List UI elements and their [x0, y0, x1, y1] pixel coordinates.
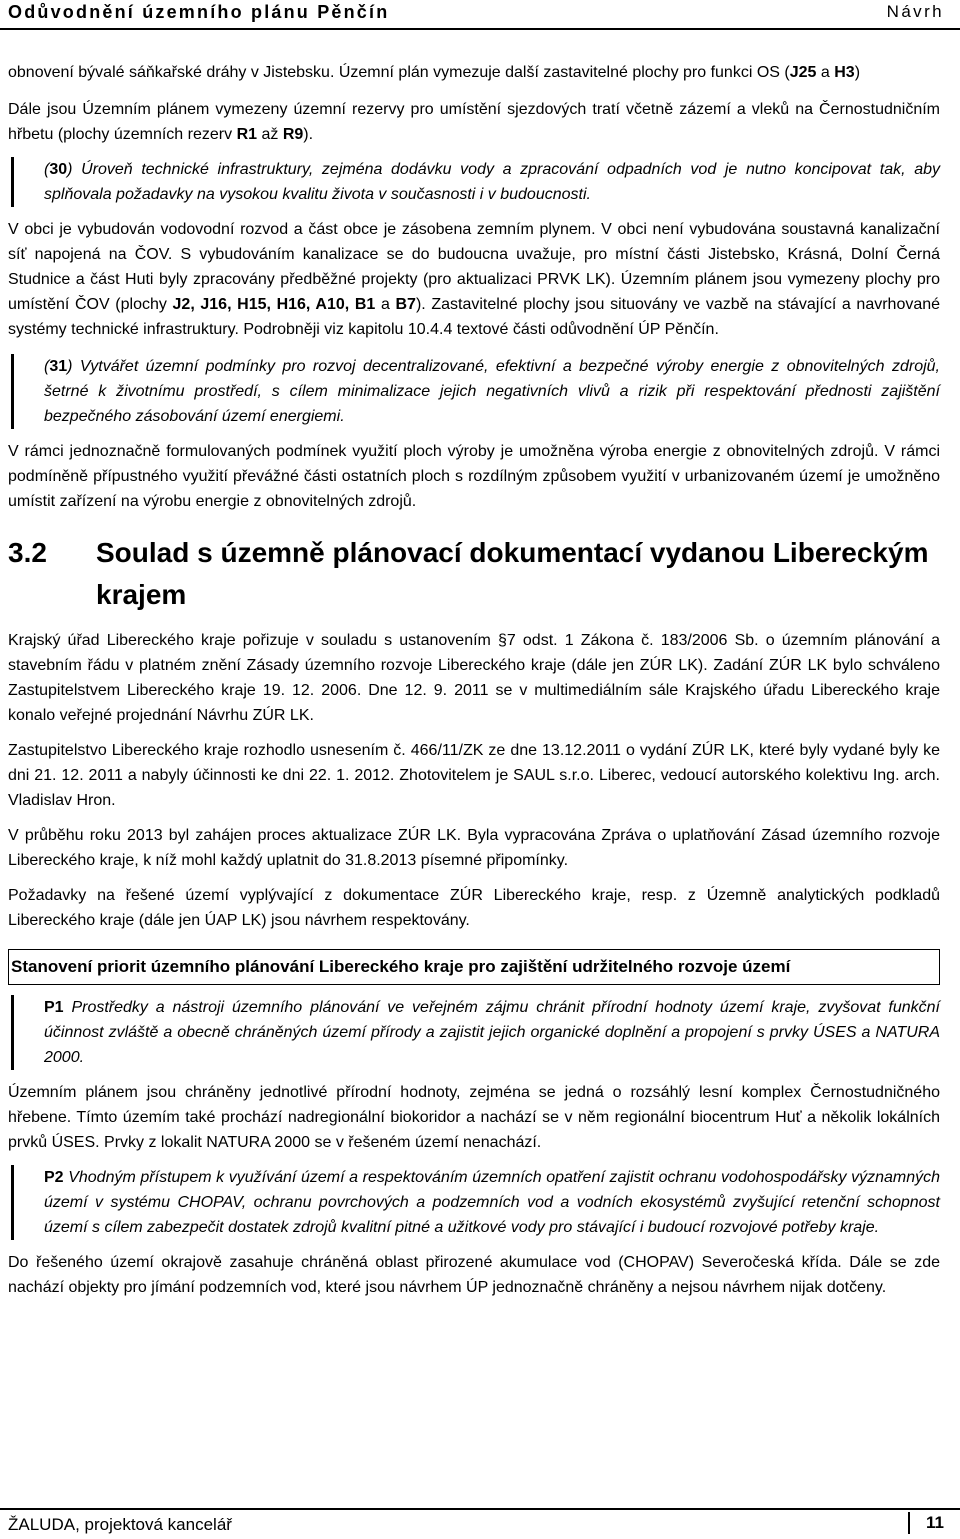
section-title: Soulad s územně plánovací dokumentací vydanou Libereckým krajem [96, 537, 929, 610]
priority-quote-30: (30) Úroveň technické infrastruktury, zejména dodávku vody a zpracování odpadních vod je nutno koncipovat tak, aby splňovala požadavky na vysokou kvalitu života v současnosti i v budoucnosti. [11, 157, 940, 207]
paragraph: obnovení bývalé sáňkařské dráhy v Jistebsku. Územní plán vymezuje další zastavitelné plochy pro funkci OS (J25 a H3) [8, 64, 861, 81]
paragraph: Dále jsou Územním plánem vymezeny územní rezervy pro umístění sjezdových tratí včetně zázemí a vleků na Černostudničním hřbetu (plochy územních rezerv R1 až R9). [8, 101, 940, 143]
paragraph: Požadavky na řešené území vyplývající z dokumentace ZÚR Libereckého kraje, resp. z Územně analytických podkladů Libereckého kraje (dále jen ÚAP LK) jsou návrhem respektovány. [8, 887, 940, 929]
section-heading [8, 532, 940, 616]
page-header [0, 0, 960, 30]
paragraph: V průběhu roku 2013 byl zahájen proces aktualizace ZÚR LK. Byla vypracována Zpráva o uplatňování Zásad územního rozvoje Libereckého kraje, k níž mohl každý uplatnit do 31.8.2013 písemné připomínky. [8, 827, 940, 869]
paragraph: Územním plánem jsou chráněny jednotlivé přírodní hodnoty, zejména se jedná o rozsáhlý lesní komplex Černostudničného hřebene. Tímto územím také prochází nadregionální biokoridor a nachází se v něm regionální biocentrum Huť a několik lokálních prvků ÚSES. Prvky z lokalit NATURA 2000 se v řešeném území nenachází. [8, 1084, 940, 1151]
document-status: Návrh [886, 2, 944, 21]
page-content [8, 60, 940, 1300]
paragraph: V obci je vybudován vodovodní rozvod a část obce je zásobena zemním plynem. V obci není vybudována soustavná kanalizační síť napojená na ČOV. S vybudováním kanalizace se do budoucna uvažuje, pro místní části Jistebsko, Krásná, Dolní Černá Studnice a část Huti byly zpracovány předběžné projekty (pro aktualizaci PRVK LK). Územním plánem jsou vymezeny plochy pro umístění ČOV (plochy J2, J16, H15, H16, A10, B1 a B7). Zastavitelné plochy jsou situovány ve vazbě na stávající a navrhované systémy technické infrastruktury. Podrobněji viz kapitolu 10.4.4 textové části odůvodnění ÚP Pěnčín. [8, 221, 941, 338]
paragraph: Do řešeného území okrajově zasahuje chráněná oblast přirozené akumulace vod (CHOPAV) Severočeská křída. Dále se zde nachází objekty pro jímání podzemních vod, které jsou návrhem ÚP jednoznačně chráněny a nejsou návrhem nijak dotčeny. [8, 1254, 940, 1296]
page-footer [0, 1508, 960, 1539]
company-name: ŽALUDA, projektová kancelář [8, 1515, 232, 1534]
priorities-heading: Stanovení priorit územního plánování Libereckého kraje pro zajištění udržitelného rozvoje území [8, 949, 940, 985]
page-number: 11 [908, 1512, 944, 1534]
paragraph: Zastupitelstvo Libereckého kraje rozhodlo usnesením č. 466/11/ZK ze dne 13.12.2011 o vydání ZÚR LK, které byly vydané byly ke dni 21. 12. 2011 a nabyly účinnosti ke dni 22. 1. 2012. Zhotovitelem je SAUL s.r.o. Liberec, vedoucí autorského kolektivu Ing. arch. Vladislav Hron. [8, 742, 940, 809]
section-number: 3.2 [8, 537, 47, 568]
document-title: Odůvodnění územního plánu Pěnčín [8, 2, 390, 22]
priority-quote-p2: P2 Vhodným přístupem k využívání území a respektováním územních opatření zajistit ochranu vodohospodářsky významných území v systému CHOPAV, ochranu povrchových a podzemních vod a vodních ekosystémů zvyšující retenční schopnost území s cílem zabezpečit dostatek zdrojů kvalitní pitné a užitkové vody pro stávající i budoucí rozvojové potřeby kraje. [11, 1165, 940, 1240]
paragraph: Krajský úřad Libereckého kraje pořizuje v souladu s ustanovením §7 odst. 1 Zákona č. 183/2006 Sb. o územním plánování a stavebním řádu v platném znění Zásady územního rozvoje Libereckého kraje (dále jen ZÚR LK). Zadání ZÚR LK bylo schváleno Zastupitelstvem Libereckého kraje 19. 12. 2006. Dne 12. 9. 2011 se v multimediálním sále Krajského úřadu Libereckého kraje konalo veřejné projednání Návrhu ZÚR LK. [8, 632, 940, 724]
paragraph: V rámci jednoznačně formulovaných podmínek využití ploch výroby je umožněna výroba energie z obnovitelných zdrojů. V rámci podmíněně přípustného využití převážné části ostatních ploch s rozdílným způsobem využití v urbanizovaném území je umožněno umístit zařízení na výrobu energie z obnovitelných zdrojů. [8, 443, 940, 510]
priority-quote-p1: P1 Prostředky a nástroji územního plánování ve veřejném zájmu chránit přírodní hodnoty území kraje, zvyšovat funkční účinnost zvláště a obecně chráněných území přírody a zajistit jejich organické doplnění a propojení s prvky ÚSES a NATURA 2000. [11, 995, 940, 1070]
priority-quote-31: (31) Vytvářet územní podmínky pro rozvoj decentralizované, efektivní a bezpečné výroby energie z obnovitelných zdrojů, šetrné k životnímu prostředí, s cílem minimalizace jejich negativních vlivů a rizik při respektování přednosti zajištění bezpečného zásobování území energiemi. [11, 354, 940, 429]
